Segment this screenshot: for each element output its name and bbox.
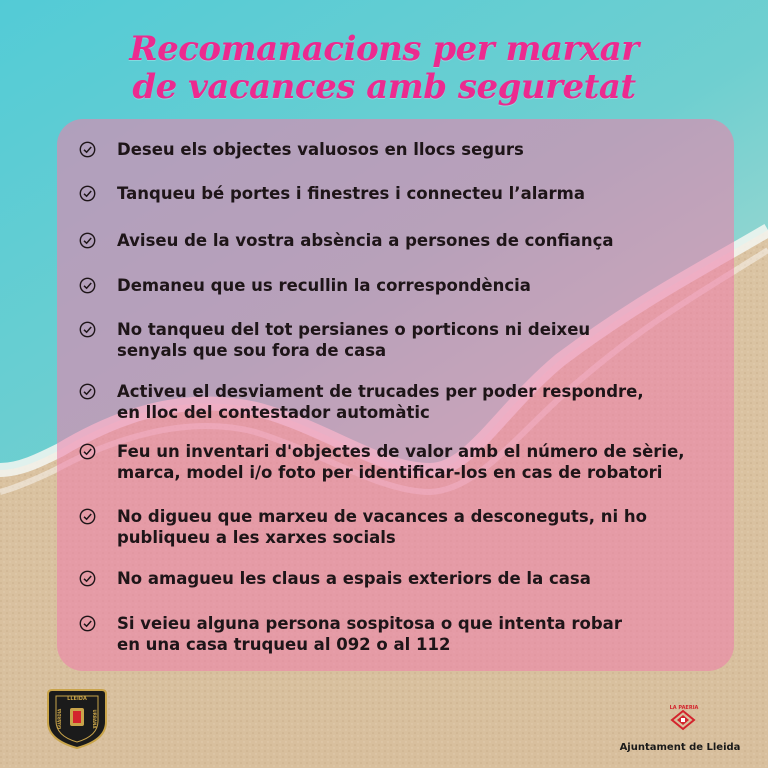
list-item: [79, 319, 719, 361]
check-circle-icon: [79, 570, 96, 587]
list-item-text: No digueu que marxeu de vacances a desconeguts, ni ho publiqueu a les xarxes socials: [117, 507, 647, 547]
list-item: [79, 613, 719, 655]
title-line-1: Recomanacions per marxar: [129, 29, 639, 69]
badge-left-text: GUÀRDIA: [57, 708, 62, 730]
check-circle-icon: [79, 443, 96, 460]
check-circle-icon: [79, 508, 96, 525]
check-circle-icon: [79, 185, 96, 202]
list-item: [79, 506, 719, 548]
list-item-text: Feu un inventari d'objectes de valor amb el número de sèrie, marca, model i/o foto per identificar-los en cas de robatori: [117, 442, 685, 482]
badge-right-text: URBANA: [92, 709, 97, 729]
check-circle-icon: [79, 321, 96, 338]
check-circle-icon: [79, 232, 96, 249]
list-item-text: Deseu els objectes valuosos en llocs segurs: [117, 140, 524, 159]
list-item: [79, 441, 719, 483]
title-line-2: de vacances amb seguretat: [132, 67, 636, 107]
list-item: [79, 183, 719, 204]
list-item-text: Activeu el desviament de trucades per poder respondre, en lloc del contestador automàtic: [117, 382, 644, 422]
guardia-urbana-badge-icon: [46, 688, 108, 750]
ajuntament-label: Ajuntament de Lleida: [619, 742, 741, 753]
list-item-text: Aviseu de la vostra absència a persones de confiança: [117, 231, 614, 250]
check-circle-icon: [79, 277, 96, 294]
check-circle-icon: [79, 383, 96, 400]
list-item: [79, 139, 719, 160]
list-item: [79, 230, 719, 251]
list-item-text: No tanqueu del tot persianes o porticons ni deixeu senyals que sou fora de casa: [117, 320, 591, 360]
list-item: [79, 568, 719, 589]
list-item-text: No amagueu les claus a espais exteriors de la casa: [117, 569, 591, 588]
check-circle-icon: [79, 141, 96, 158]
crest-caption: LA PAERIA: [669, 705, 699, 711]
list-item: [79, 275, 719, 296]
list-item-text: Demaneu que us recullin la correspondència: [117, 276, 531, 295]
list-item: [79, 381, 719, 423]
page-title: [0, 30, 768, 106]
list-item-text: Si veieu alguna persona sospitosa o que intenta robar en una casa truqueu al 092 o al 112: [117, 614, 622, 654]
list-item-text: Tanqueu bé portes i finestres i connecteu l’alarma: [117, 184, 585, 203]
lleida-crest-icon: [668, 708, 698, 732]
check-circle-icon: [79, 615, 96, 632]
badge-top-text: LLEIDA: [67, 696, 87, 702]
